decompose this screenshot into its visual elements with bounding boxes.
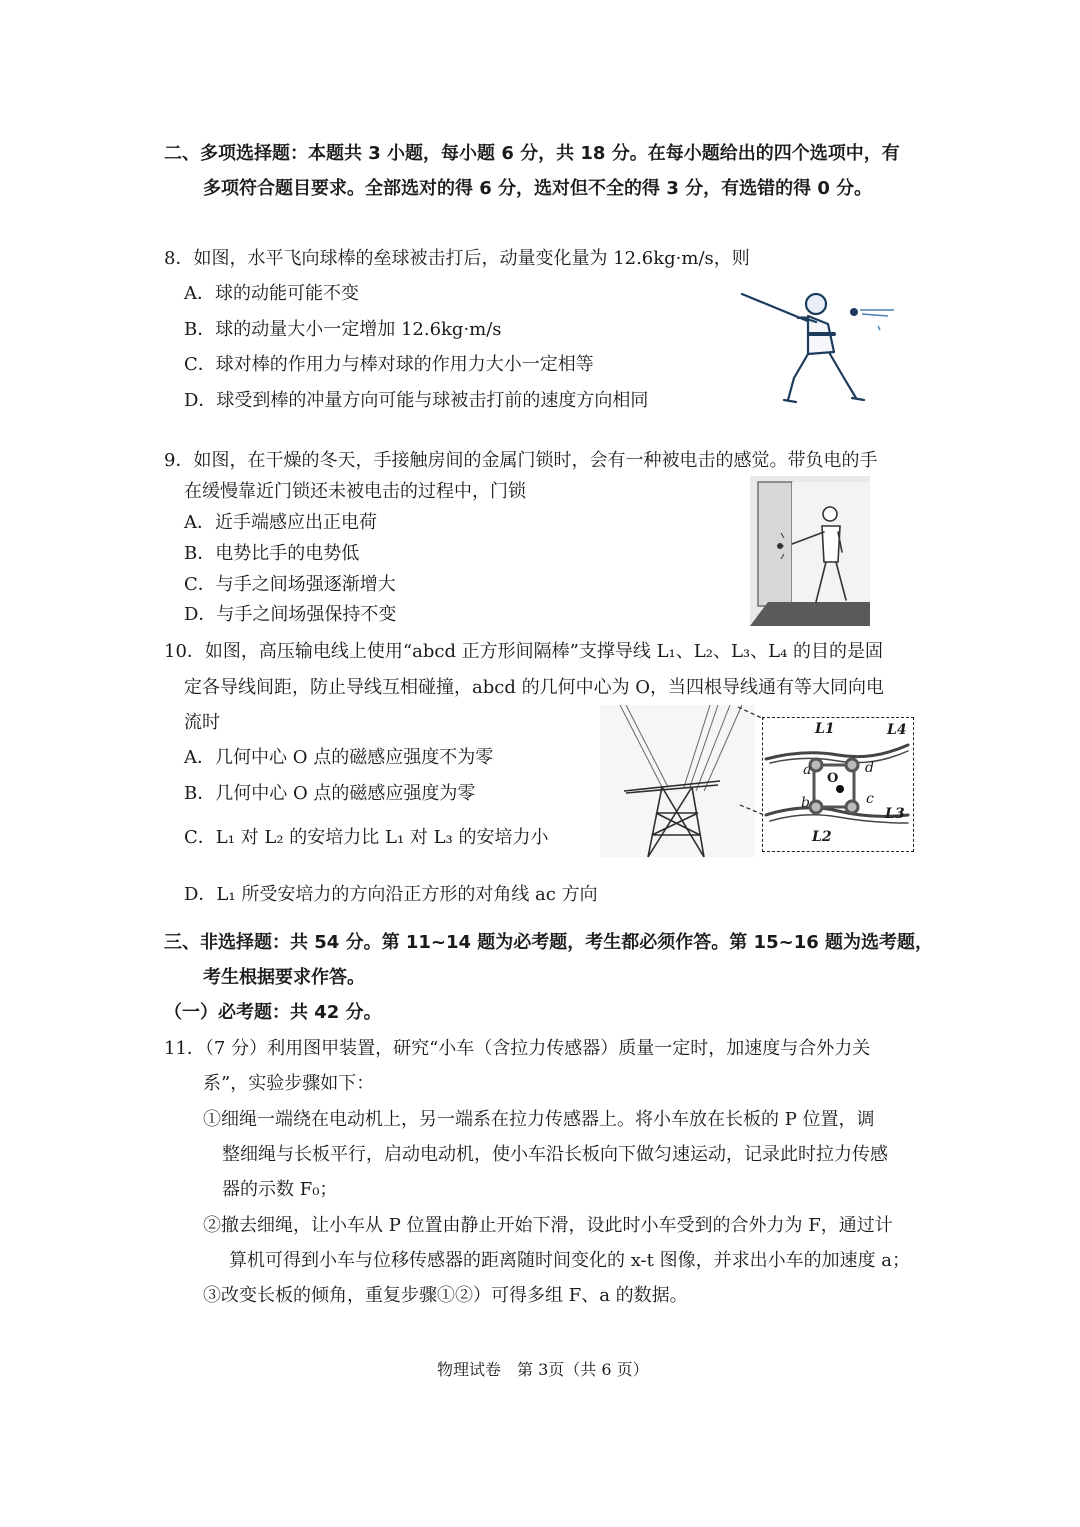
q9-option-c: C．与手之间场强逐渐增大: [184, 574, 396, 595]
label-a: a: [803, 762, 812, 778]
q9-option-a: A．近手端感应出正电荷: [184, 512, 377, 533]
q8-option-d: D．球受到棒的冲量方向可能与球被击打前的速度方向相同: [184, 390, 649, 411]
q11-stem-line2: 系”，实验步骤如下：: [203, 1073, 375, 1094]
q8-option-c: C．球对棒的作用力与棒对球的作用力大小一定相等: [184, 354, 594, 375]
section2-heading-line1: 二、多项选择题：本题共 3 小题，每小题 6 分，共 18 分。在每小题给出的四个选项中，有: [164, 143, 900, 164]
page-footer: 物理试卷 第 3页（共 6 页）: [437, 1360, 649, 1379]
q9-option-d: D．与手之间场强保持不变: [184, 604, 397, 625]
label-l1: L1: [815, 721, 835, 737]
q10-option-c: C．L₁ 对 L₂ 的安培力比 L₁ 对 L₃ 的安培力小: [184, 827, 549, 848]
power-tower-figure: [600, 705, 755, 857]
section3-heading-line2: 考生根据要求作答。: [203, 967, 365, 988]
q11-stem-line1: 11．（7 分）利用图甲装置，研究“小车（含拉力传感器）质量一定时，加速度与合外力关: [164, 1038, 871, 1059]
section2-heading-line2: 多项符合题目要求。全部选对的得 6 分，选对但不全的得 3 分，有选错的得 0 分。: [203, 178, 873, 199]
label-d: d: [865, 760, 874, 776]
label-b: b: [801, 795, 810, 811]
label-l3: L3: [885, 806, 905, 822]
q9-stem-line2: 在缓慢靠近门锁还未被电击的过程中，门锁: [184, 481, 526, 502]
section3-heading-line1: 三、非选择题：共 54 分。第 11~14 题为必考题，考生都必须作答。第 15~16 题为选考题，: [164, 932, 934, 953]
label-l4: L4: [887, 722, 907, 738]
q10-option-d: D．L₁ 所受安培力的方向沿正方形的对角线 ac 方向: [184, 884, 598, 905]
section3-subheading: （一）必考题：共 42 分。: [164, 1002, 382, 1023]
q8-option-b: B．球的动量大小一定增加 12.6kg·m/s: [184, 319, 502, 340]
q11-step3: ③改变长板的倾角，重复步骤①②）可得多组 F、a 的数据。: [203, 1285, 688, 1306]
q10-stem-line3: 流时: [184, 712, 220, 733]
q11-step2-line2: 算机可得到小车与位移传感器的距离随时间变化的 x-t 图像，并求出小车的加速度 a；: [229, 1250, 911, 1271]
q10-stem-line1: 10．如图，高压输电线上使用“abcd 正方形间隔棒”支撑导线 L₁、L₂、L₃、L₄ 的目的是固: [164, 641, 884, 662]
q11-step1-line3: 器的示数 F₀；: [222, 1179, 338, 1200]
q10-option-a: A．几何中心 O 点的磁感应强度不为零: [184, 747, 494, 768]
q9-option-b: B．电势比手的电势低: [184, 543, 360, 564]
q11-step2-line1: ②撤去细绳，让小车从 P 位置由静止开始下滑，设此时小车受到的合外力为 F，通过计: [203, 1215, 893, 1236]
q11-step1-line1: ①细绳一端绕在电动机上，另一端系在拉力传感器上。将小车放在长板的 P 位置，调: [203, 1109, 875, 1130]
q10-stem-line2: 定各导线间距，防止导线互相碰撞，abcd 的几何中心为 O，当四根导线通有等大同向电: [184, 677, 885, 698]
door-lock-figure: [750, 476, 870, 626]
label-o: O: [827, 771, 839, 786]
q8-option-a: A．球的动能可能不变: [184, 283, 359, 304]
q8-stem: 8．如图，水平飞向球棒的垒球被击打后，动量变化量为 12.6kg·m/s，则: [164, 248, 750, 269]
label-c: c: [866, 791, 874, 807]
baseball-batter-figure: [738, 282, 898, 407]
q11-step1-line2: 整细绳与长板平行，启动电动机，使小车沿长板向下做匀速运动，记录此时拉力传感: [222, 1144, 888, 1165]
label-l2: L2: [812, 829, 832, 845]
q9-stem-line1: 9．如图，在干燥的冬天，手接触房间的金属门锁时，会有一种被电击的感觉。带负电的手: [164, 450, 878, 471]
q10-option-b: B．几何中心 O 点的磁感应强度为零: [184, 783, 476, 804]
